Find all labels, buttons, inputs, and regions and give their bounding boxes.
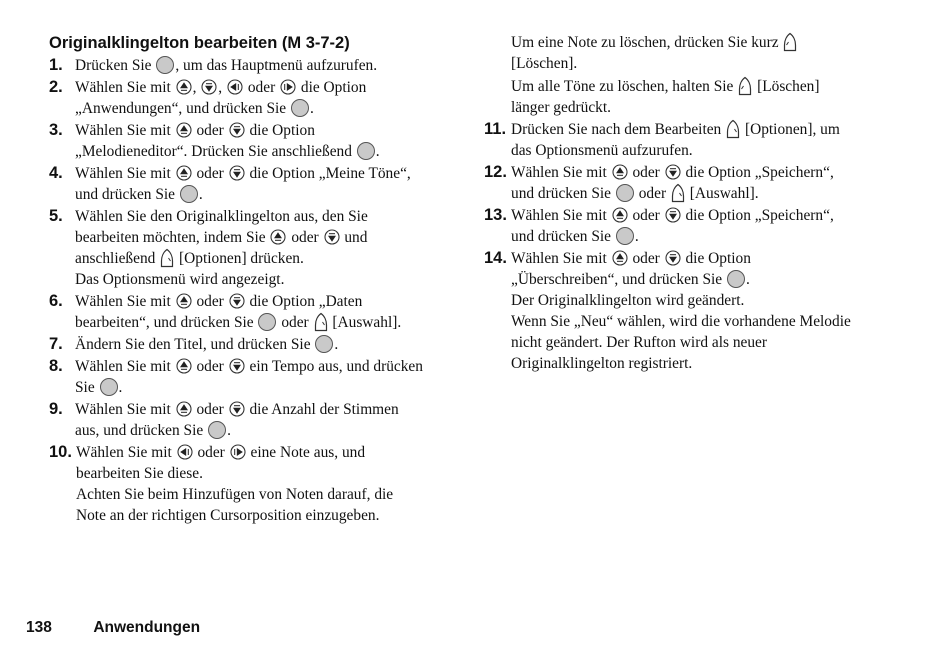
text-fragment: aus, und drücken Sie (75, 422, 208, 439)
text-fragment: eine Note aus, und (246, 444, 366, 461)
step-text (511, 205, 904, 247)
nav-down-icon (229, 358, 245, 374)
text-fragment: Note an der richtigen Cursorposition einzugeben. (76, 507, 380, 524)
text-line (511, 353, 904, 374)
step-number: 14. (484, 249, 507, 267)
text-fragment: und (340, 229, 368, 246)
step-text (75, 334, 459, 355)
text-line (75, 206, 459, 227)
step-number: 12. (484, 163, 507, 181)
text-fragment: [Löschen]. (511, 55, 578, 72)
step-number: 11. (484, 120, 507, 138)
step-13 (484, 205, 904, 247)
text-fragment: Wählen Sie mit (511, 250, 611, 267)
nav-down-icon (665, 207, 681, 223)
text-fragment: Wählen Sie mit (75, 122, 175, 139)
text-line (75, 248, 459, 269)
center-key-icon (315, 335, 333, 353)
center-key-icon (727, 270, 745, 288)
text-fragment: [Optionen] drücken. (175, 250, 304, 267)
text-fragment: die Option „Speichern“, (681, 164, 834, 181)
nav-down-icon (229, 293, 245, 309)
text-line (75, 420, 459, 441)
text-fragment: Wählen Sie mit (75, 79, 175, 96)
nav-up-icon (176, 165, 192, 181)
text-fragment: länger gedrückt. (511, 99, 611, 116)
text-line (511, 311, 904, 332)
nav-right-icon (230, 444, 246, 460)
text-fragment: [Optionen], um (741, 121, 840, 138)
continuation-paragraph (484, 76, 904, 118)
text-line (511, 140, 904, 161)
text-line (76, 442, 459, 463)
nav-down-icon (201, 79, 217, 95)
text-line (75, 291, 459, 312)
step-number: 4. (49, 164, 63, 182)
step-text (75, 206, 459, 290)
text-fragment: oder (277, 314, 313, 331)
text-fragment: . (118, 379, 123, 396)
right-column (484, 32, 904, 374)
text-fragment: das Optionsmenü aufzurufen. (511, 142, 693, 159)
text-fragment: die Option (245, 122, 315, 139)
text-fragment: Wählen Sie mit (511, 207, 611, 224)
center-key-icon (180, 185, 198, 203)
text-fragment: oder (628, 207, 664, 224)
step-number: 9. (49, 400, 63, 418)
step-1 (49, 55, 459, 76)
step-text (511, 248, 904, 374)
text-line (75, 55, 459, 76)
step-text (75, 55, 459, 76)
step-number: 13. (484, 206, 507, 224)
nav-down-icon (229, 165, 245, 181)
text-fragment: Wählen Sie mit (75, 293, 175, 310)
text-line (511, 97, 904, 118)
text-line (76, 505, 459, 526)
step-text (511, 119, 904, 161)
text-fragment: oder (192, 358, 228, 375)
text-fragment: ein Tempo aus, und drücken (245, 358, 423, 375)
step-4 (49, 163, 459, 205)
text-fragment: oder (628, 164, 664, 181)
step-number: 5. (49, 207, 63, 225)
text-line (76, 484, 459, 505)
center-key-icon (616, 227, 634, 245)
text-line (511, 119, 904, 140)
step-text (75, 399, 459, 441)
right-softkey-icon (671, 183, 685, 203)
nav-up-icon (176, 401, 192, 417)
text-fragment: Achten Sie beim Hinzufügen von Noten darauf, die (76, 486, 394, 503)
text-fragment: oder (192, 165, 228, 182)
continuation-paragraph (484, 32, 904, 74)
text-fragment: Wählen Sie mit (76, 444, 176, 461)
step-text (76, 442, 459, 526)
step-number: 3. (49, 121, 63, 139)
text-line (511, 32, 904, 53)
step-text (75, 120, 459, 162)
step-10-continuation (484, 32, 904, 118)
text-fragment: oder (192, 293, 228, 310)
left-softkey-icon (738, 76, 752, 96)
step-number: 6. (49, 292, 63, 310)
text-fragment: . (745, 271, 750, 288)
text-fragment: bearbeiten möchten, indem Sie (75, 229, 270, 246)
step-text (75, 291, 459, 333)
text-fragment: Ändern Sie den Titel, und drücken Sie (75, 336, 315, 353)
text-line (75, 227, 459, 248)
text-line (76, 463, 459, 484)
right-softkey-icon (160, 248, 174, 268)
step-5 (49, 206, 459, 290)
text-line (511, 53, 904, 74)
nav-up-icon (176, 122, 192, 138)
step-14 (484, 248, 904, 374)
text-line (511, 183, 904, 204)
text-line (511, 290, 904, 311)
text-fragment: Um eine Note zu löschen, drücken Sie kurz (511, 34, 783, 51)
nav-up-icon (612, 207, 628, 223)
text-fragment: . (198, 186, 203, 203)
text-fragment: oder (634, 185, 670, 202)
nav-left-icon (227, 79, 243, 95)
text-line (511, 248, 904, 269)
page-footer (26, 618, 200, 638)
page-number: 138 (26, 619, 52, 636)
text-line (75, 184, 459, 205)
text-fragment: Wählen Sie mit (511, 164, 611, 181)
text-line (75, 77, 459, 98)
text-fragment: oder (287, 229, 323, 246)
text-fragment: oder (193, 444, 229, 461)
text-fragment: Der Originalklingelton wird geändert. (511, 292, 745, 309)
text-fragment: bearbeiten Sie diese. (76, 465, 203, 482)
text-fragment: Drücken Sie nach dem Bearbeiten (511, 121, 726, 138)
text-fragment: [Auswahl]. (685, 185, 759, 202)
step-number: 2. (49, 78, 63, 96)
section-heading: Originalklingelton bearbeiten (M 3-7-2) (49, 34, 350, 52)
step-6 (49, 291, 459, 333)
text-line (511, 76, 904, 97)
text-line (75, 269, 459, 290)
text-fragment: die Option (297, 79, 367, 96)
text-fragment: oder (628, 250, 664, 267)
center-key-icon (291, 99, 309, 117)
left-column (49, 32, 459, 526)
text-fragment: , (192, 79, 201, 96)
step-number: 7. (49, 335, 63, 353)
text-fragment: anschließend (75, 250, 160, 267)
right-step-list (484, 119, 904, 374)
step-9 (49, 399, 459, 441)
text-fragment: die Option „Speichern“, (681, 207, 834, 224)
text-line (75, 377, 459, 398)
center-key-icon (616, 184, 634, 202)
left-step-list (49, 55, 459, 526)
text-fragment: [Auswahl]. (328, 314, 402, 331)
text-fragment: oder (192, 122, 228, 139)
step-text (511, 162, 904, 204)
text-fragment: bearbeiten“, und drücken Sie (75, 314, 258, 331)
text-fragment: die Anzahl der Stimmen (245, 401, 399, 418)
step-number: 8. (49, 357, 63, 375)
right-softkey-icon (314, 312, 328, 332)
text-fragment: „Anwendungen“, und drücken Sie (75, 100, 290, 117)
text-fragment: Originalklingelton registriert. (511, 355, 693, 372)
footer-section-title: Anwendungen (93, 619, 201, 636)
step-number: 10. (49, 443, 72, 461)
right-softkey-icon (726, 119, 740, 139)
step-12 (484, 162, 904, 204)
text-fragment: . (227, 422, 231, 439)
text-fragment: . (334, 336, 339, 353)
nav-left-icon (177, 444, 193, 460)
nav-down-icon (229, 401, 245, 417)
text-line (511, 269, 904, 290)
text-fragment: Wählen Sie mit (75, 165, 175, 182)
center-key-icon (357, 142, 375, 160)
text-fragment: . (634, 228, 639, 245)
text-fragment: „Melodieneditor“. Drücken Sie anschließend (75, 143, 356, 160)
nav-down-icon (665, 164, 681, 180)
text-fragment: Wählen Sie mit (75, 358, 175, 375)
text-fragment: „Überschreiben“, und drücken Sie (511, 271, 726, 288)
step-text (75, 163, 459, 205)
text-fragment: . (309, 100, 314, 117)
text-fragment: Wählen Sie mit (75, 401, 175, 418)
nav-down-icon (229, 122, 245, 138)
text-line (511, 332, 904, 353)
text-fragment: die Option (681, 250, 751, 267)
text-fragment: [Löschen] (753, 78, 820, 95)
step-3 (49, 120, 459, 162)
nav-up-icon (176, 79, 192, 95)
center-key-icon (156, 56, 174, 74)
text-fragment: Das Optionsmenü wird angezeigt. (75, 271, 285, 288)
step-8 (49, 356, 459, 398)
nav-right-icon (280, 79, 296, 95)
text-line (75, 120, 459, 141)
nav-up-icon (176, 293, 192, 309)
text-line (511, 205, 904, 226)
text-fragment: die Option „Meine Töne“, (245, 165, 411, 182)
step-text (75, 77, 459, 119)
nav-up-icon (612, 164, 628, 180)
step-text (75, 356, 459, 398)
text-line (75, 163, 459, 184)
center-key-icon (258, 313, 276, 331)
text-fragment: oder (244, 79, 280, 96)
text-fragment: , (218, 79, 226, 96)
step-2 (49, 77, 459, 119)
step-11 (484, 119, 904, 161)
text-fragment: oder (192, 401, 228, 418)
nav-down-icon (324, 229, 340, 245)
step-10 (49, 442, 459, 526)
text-line (75, 399, 459, 420)
text-fragment: , um das Hauptmenü aufzurufen. (175, 57, 378, 74)
nav-up-icon (176, 358, 192, 374)
step-7 (49, 334, 459, 355)
text-fragment: Um alle Töne zu löschen, halten Sie (511, 78, 738, 95)
nav-up-icon (612, 250, 628, 266)
text-line (75, 356, 459, 377)
text-fragment: nicht geändert. Der Rufton wird als neuer (511, 334, 767, 351)
text-fragment: . (375, 143, 380, 160)
text-fragment: die Option „Daten (245, 293, 363, 310)
text-fragment: Wählen Sie den Originalklingelton aus, den Sie (75, 208, 368, 225)
text-line (75, 141, 459, 162)
text-fragment: Wenn Sie „Neu“ wählen, wird die vorhandene Melodie (511, 313, 851, 330)
text-line (75, 312, 459, 333)
text-line (75, 98, 459, 119)
text-fragment: und drücken Sie (75, 186, 179, 203)
step-number: 1. (49, 56, 63, 74)
nav-down-icon (665, 250, 681, 266)
text-fragment: Drücken Sie (75, 57, 156, 74)
text-line (511, 162, 904, 183)
center-key-icon (100, 378, 118, 396)
text-fragment: und drücken Sie (511, 228, 615, 245)
text-line (511, 226, 904, 247)
nav-up-icon (270, 229, 286, 245)
text-fragment: Sie (75, 379, 99, 396)
left-softkey-icon (783, 32, 797, 52)
text-fragment: und drücken Sie (511, 185, 615, 202)
text-line (75, 334, 459, 355)
center-key-icon (208, 421, 226, 439)
